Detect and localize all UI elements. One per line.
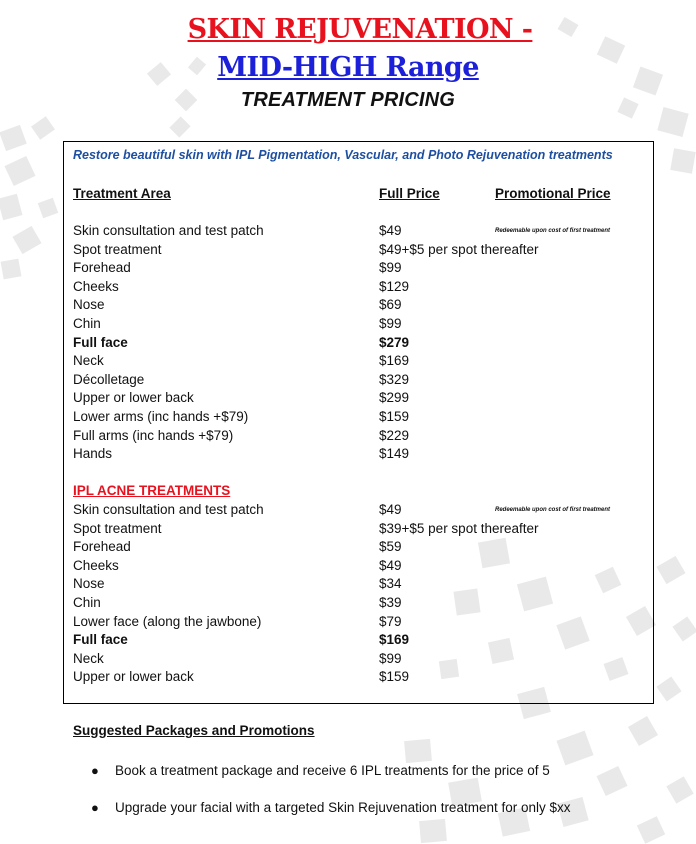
treatment-area: Full face <box>73 632 128 648</box>
full-price: $299 <box>379 390 410 406</box>
column-header-treatment-area: Treatment Area <box>73 186 171 201</box>
packages-title: Suggested Packages and Promotions <box>73 723 315 738</box>
full-price: $39+$5 per spot thereafter <box>379 520 539 536</box>
full-price: $49 <box>379 557 402 573</box>
treatment-area: Upper or lower back <box>73 390 194 406</box>
bullet-dot-icon: ● <box>91 763 99 778</box>
table-row <box>0 297 660 315</box>
treatment-area: Full face <box>73 334 128 350</box>
treatment-area: Chin <box>73 595 101 610</box>
promotional-note: Redeemable upon cost of first treatment <box>495 228 611 234</box>
table-row <box>0 279 660 297</box>
treatment-area: Lower face (along the jawbone) <box>73 613 262 629</box>
package-bullet-text: Upgrade your facial with a targeted Skin Rejuvenation treatment for only $xx <box>115 800 571 815</box>
treatment-area: Lower arms (inc hands +$79) <box>73 409 249 424</box>
promotional-note: Redeemable upon cost of first treatment <box>495 507 611 513</box>
full-price: $159 <box>379 669 410 685</box>
treatment-area: Nose <box>73 576 105 592</box>
table-row <box>0 614 660 632</box>
table-row <box>0 651 660 669</box>
table-row <box>0 521 660 539</box>
table-row <box>0 335 660 353</box>
table-row <box>0 428 660 446</box>
table-row <box>0 669 660 687</box>
acne-section-title: IPL ACNE TREATMENTS <box>73 483 231 498</box>
treatment-area: Neck <box>73 650 104 666</box>
table-intro: Restore beautiful skin with IPL Pigmentation, Vascular, and Photo Rejuvenation treatments <box>73 148 613 162</box>
page-title-line2: MID-HIGH Range <box>217 52 479 83</box>
package-bullet-text: Book a treatment package and receive 6 IPL treatments for the price of 5 <box>115 763 550 778</box>
full-price: $99 <box>379 650 402 666</box>
treatment-area: Chin <box>73 316 101 331</box>
treatment-area: Cheeks <box>73 278 119 294</box>
full-price: $59 <box>379 539 402 555</box>
column-header-promotional-price: Promotional Price <box>495 186 611 201</box>
full-price: $279 <box>379 334 410 350</box>
treatment-area: Nose <box>73 297 105 313</box>
table-row <box>0 409 660 427</box>
bullet-dot-icon: ● <box>91 800 99 815</box>
full-price: $169 <box>379 632 410 648</box>
treatment-area: Forehead <box>73 260 131 276</box>
table-row <box>0 595 660 613</box>
table-row <box>0 576 660 594</box>
treatment-area: Spot treatment <box>73 241 162 257</box>
treatment-area: Full arms (inc hands +$79) <box>73 427 234 443</box>
full-price: $149 <box>379 446 410 462</box>
table-row <box>0 353 660 371</box>
full-price: $49 <box>379 502 402 517</box>
treatment-area: Skin consultation and test patch <box>73 502 264 517</box>
full-price: $34 <box>379 576 402 592</box>
table-row <box>0 260 660 278</box>
table-row <box>0 558 660 576</box>
page-title-line1: SKIN REJUVENATION - <box>187 14 533 45</box>
full-price: $69 <box>379 297 402 313</box>
table-row <box>0 539 660 557</box>
full-price: $99 <box>379 260 402 276</box>
table-row <box>0 632 660 650</box>
treatment-area: Hands <box>73 446 113 462</box>
table-row <box>0 316 660 334</box>
page-subtitle: TREATMENT PRICING <box>240 89 456 111</box>
treatment-area: Spot treatment <box>73 520 162 536</box>
treatment-area: Skin consultation and test patch <box>73 223 264 238</box>
full-price: $49+$5 per spot thereafter <box>379 241 539 257</box>
treatment-area: Upper or lower back <box>73 669 194 685</box>
full-price: $329 <box>379 371 410 387</box>
full-price: $129 <box>379 278 410 294</box>
full-price: $159 <box>379 409 410 424</box>
treatment-area: Neck <box>73 353 104 369</box>
table-row <box>0 390 660 408</box>
table-row <box>0 223 660 241</box>
treatment-area: Forehead <box>73 539 131 555</box>
treatment-area: Décolletage <box>73 371 145 387</box>
table-row <box>0 502 660 520</box>
table-row <box>0 446 660 464</box>
full-price: $39 <box>379 595 402 610</box>
full-price: $49 <box>379 223 402 238</box>
full-price: $79 <box>379 613 402 629</box>
table-row <box>0 242 660 260</box>
full-price: $229 <box>379 427 410 443</box>
column-header-full-price: Full Price <box>379 186 440 201</box>
treatment-area: Cheeks <box>73 557 119 573</box>
full-price: $99 <box>379 316 402 331</box>
full-price: $169 <box>379 353 410 369</box>
table-row <box>0 372 660 390</box>
